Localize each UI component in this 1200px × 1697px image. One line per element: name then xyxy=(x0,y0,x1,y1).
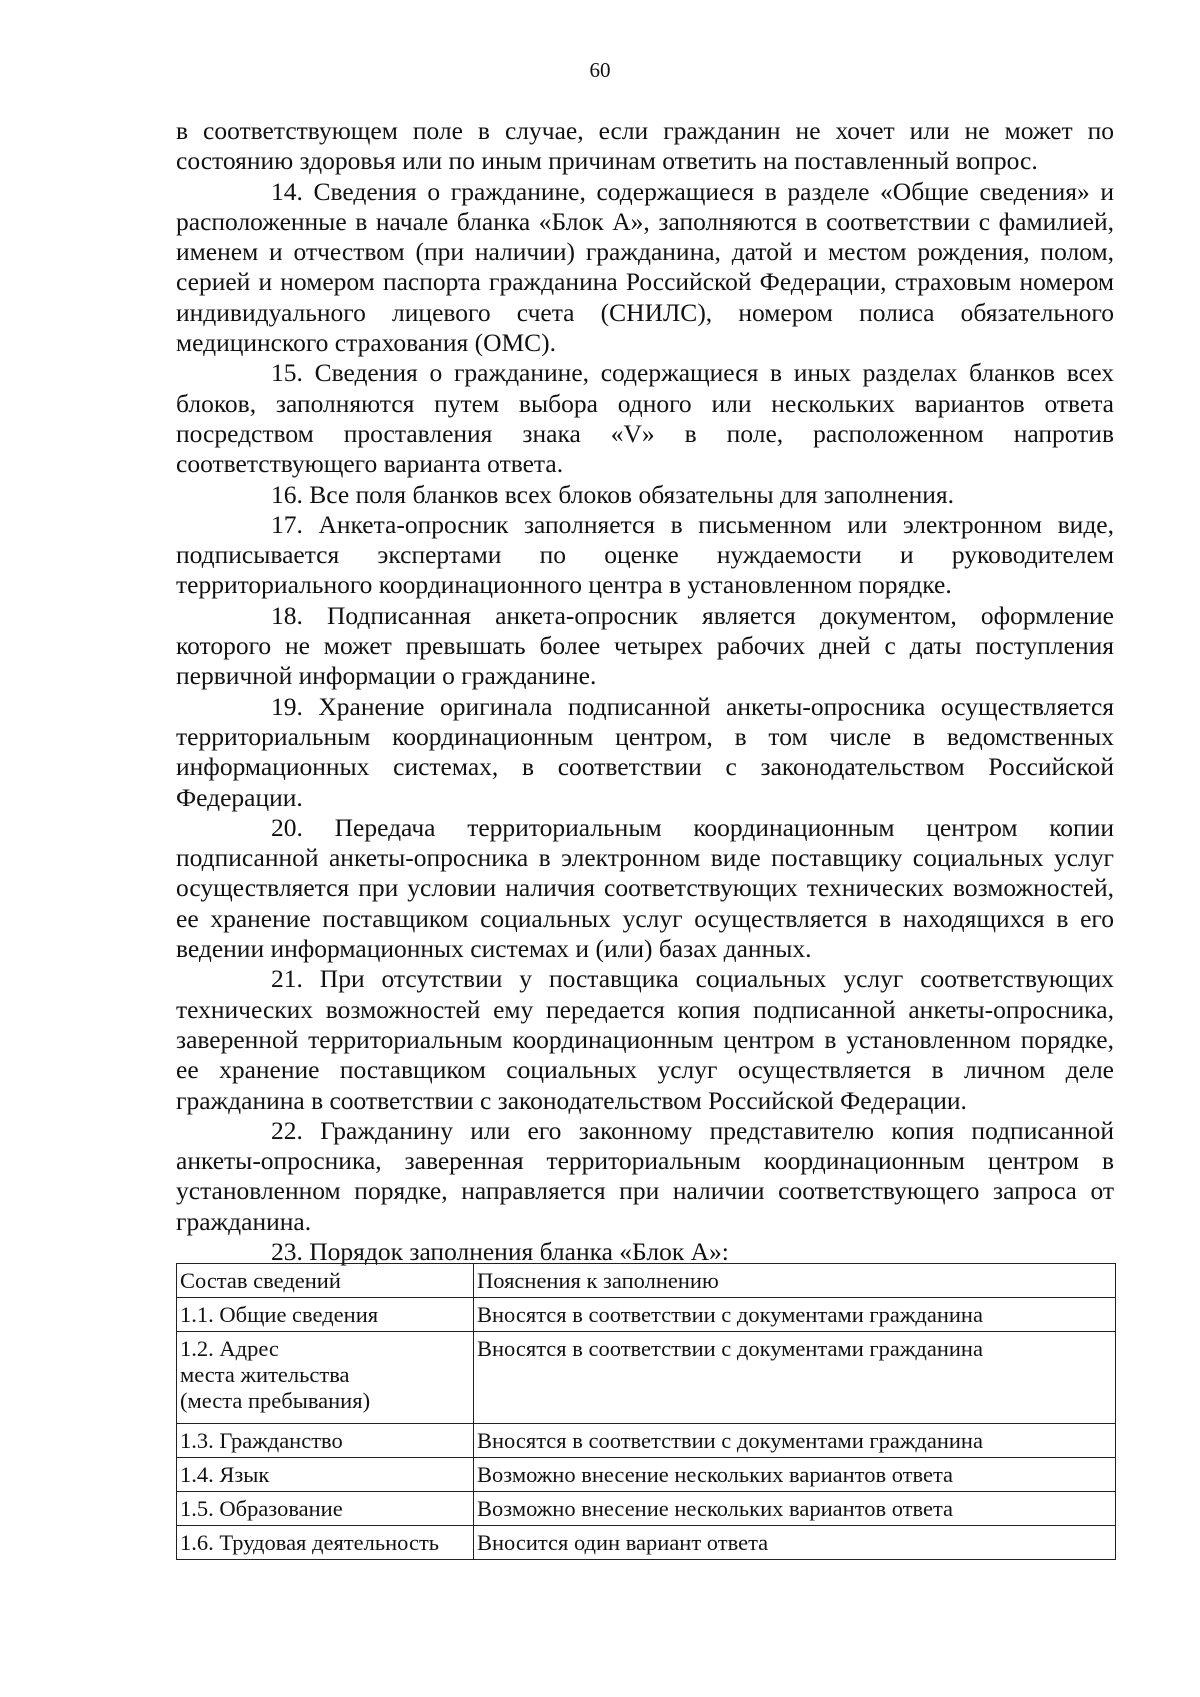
paragraph-22: 22. Гражданину или его законному представителю копия подписанной анкеты-опросника, заверенная территориальным координационным центром в установленном порядке, направляется при наличии соответствующего запроса от гражданина. xyxy=(176,1115,1114,1236)
paragraph-17: 17. Анкета-опросник заполняется в письменном или электронном виде, подписывается экспертами по оценке нуждаемости и руководителем территориального координационного центра в установленном порядке. xyxy=(176,509,1114,600)
table-cell-item: 1.6. Трудовая деятельность xyxy=(177,1526,474,1560)
paragraph-20: 20. Передача территориальным координационным центром копии подписанной анкеты-опросника в электронном виде поставщику социальных услуг осуществляется при условии наличия соответствующих технических возможностей, ее хранение поставщиком социальных услуг осуществляется в находящихся в его ведении информационных системах и (или) базах данных. xyxy=(176,812,1114,964)
table-row xyxy=(177,1298,1116,1332)
table-cell-note: Вносятся в соответствии с документами гражданина xyxy=(474,1298,1116,1332)
table-header-cell: Пояснения к заполнению xyxy=(474,1264,1116,1298)
table-header-row xyxy=(177,1264,1116,1298)
document-body xyxy=(176,116,1114,1267)
table-cell-item: 1.3. Гражданство xyxy=(177,1424,474,1458)
table-cell-note: Вносятся в соответствии с документами гражданина xyxy=(474,1332,1116,1424)
page-number: 60 xyxy=(589,58,611,82)
table-row xyxy=(177,1458,1116,1492)
table-header-cell: Состав сведений xyxy=(177,1264,474,1298)
table-cell-item: 1.1. Общие сведения xyxy=(177,1298,474,1332)
paragraph-15: 15. Сведения о гражданине, содержащиеся в иных разделах бланков всех блоков, заполняются путем выбора одного или нескольких вариантов ответа посредством проставления знака «V» в поле, расположенном напротив соответствующего варианта ответа. xyxy=(176,358,1114,479)
table-cell-note: Возможно внесение нескольких вариантов ответа xyxy=(474,1492,1116,1526)
table-cell-item-text: 1.2. Адрес места жительства (места пребывания) xyxy=(180,1336,371,1413)
paragraph-19: 19. Хранение оригинала подписанной анкеты-опросника осуществляется территориальным координационным центром, в том числе в ведомственных информационных системах, в соответствии с законодательством Российской Федерации. xyxy=(176,691,1114,812)
paragraph-21: 21. При отсутствии у поставщика социальных услуг соответствующих технических возможностей ему передается копия подписанной анкеты-опросника, заверенной территориальным координационным центром в установленном порядке, ее хранение поставщиком социальных услуг осуществляется в личном деле гражданина в соответствии с законодательством Российской Федерации. xyxy=(176,964,1114,1115)
paragraph-16: 16. Все поля бланков всех блоков обязательны для заполнения. xyxy=(271,479,954,509)
table-caption: 23. Порядок заполнения бланка «Блок А»: xyxy=(271,1236,729,1266)
paragraph-18: 18. Подписанная анкета-опросник является документом, оформление которого не может превышать более четырех рабочих дней с даты поступления первичной информации о гражданине. xyxy=(176,600,1114,691)
table-row xyxy=(177,1332,1116,1424)
block-a-table xyxy=(176,1263,1116,1560)
table-cell-item: 1.4. Язык xyxy=(177,1458,474,1492)
table-cell-note: Вносятся в соответствии с документами гражданина xyxy=(474,1424,1116,1458)
table-cell-note: Вносится один вариант ответа xyxy=(474,1526,1116,1560)
table-row xyxy=(177,1492,1116,1526)
table-row xyxy=(177,1424,1116,1458)
table-cell-note: Возможно внесение нескольких вариантов ответа xyxy=(474,1458,1116,1492)
table-cell-item xyxy=(177,1332,474,1424)
table-row xyxy=(177,1526,1116,1560)
paragraph-14: 14. Сведения о гражданине, содержащиеся в разделе «Общие сведения» и расположенные в начале бланка «Блок А», заполняются в соответствии с фамилией, именем и отчеством (при наличии) гражданина, датой и местом рождения, полом, серией и номером паспорта гражданина Российской Федерации, страховым номером индивидуального лицевого счета (СНИЛС), номером полиса обязательного медицинского страхования (ОМС). xyxy=(176,176,1114,358)
paragraph-continuation: в соответствующем поле в случае, если гражданин не хочет или не может по состоянию здоровья или по иным причинам ответить на поставленный вопрос. xyxy=(176,116,1114,176)
table-cell-item: 1.5. Образование xyxy=(177,1492,474,1526)
